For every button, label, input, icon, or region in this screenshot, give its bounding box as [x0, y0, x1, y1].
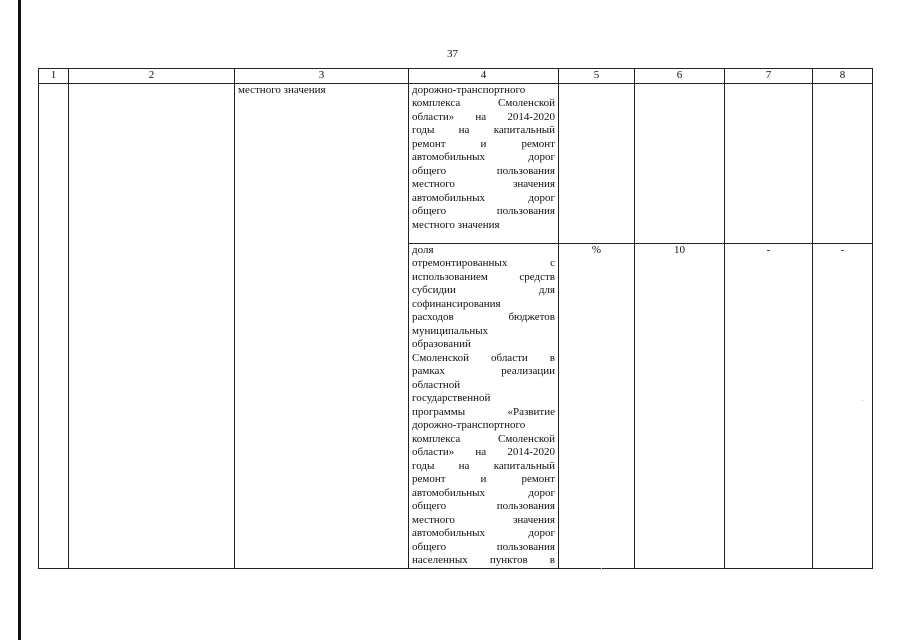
header-col-4: 4: [409, 69, 559, 84]
row1-col3: местного значения: [235, 83, 409, 568]
row2-col4-line: использованием средств: [412, 270, 555, 283]
row1-col2: [69, 83, 235, 568]
row2-col8-value: -: [813, 243, 873, 568]
row1-col4-line: области» на 2014-2020: [412, 110, 555, 123]
row2-col4-line: муниципальных: [412, 324, 489, 337]
row2-col4-line: населенных пунктов в: [412, 554, 555, 566]
row1-col4-line: местного значения: [412, 178, 555, 190]
row1-col8: [813, 83, 873, 243]
row2-col4-line: Смоленской области в: [412, 351, 555, 364]
row1-col4-line: местного значения: [412, 218, 500, 231]
row2-col4-line: программы «Развитие: [412, 405, 555, 418]
indicators-table: [38, 68, 873, 569]
row1-col4-line: дорожно-транспортного: [412, 83, 526, 96]
row1-col4-line: комплекса Смоленской: [412, 97, 555, 109]
row2-col4-line: ремонт и ремонт: [412, 473, 555, 485]
header-col-8: 8: [813, 69, 873, 84]
row2-col4: [409, 243, 559, 568]
row2-col4-line: расходов бюджетов: [412, 311, 555, 323]
row2-col4-line: софинансирования: [412, 297, 501, 310]
header-col-5: 5: [559, 69, 635, 84]
header-col-7: 7: [725, 69, 813, 84]
row1-col4-line: автомобильных дорог: [412, 151, 555, 163]
row2-col4-line: общего пользования: [412, 500, 555, 512]
header-col-6: 6: [635, 69, 725, 84]
row2-col4-line: автомобильных дорог: [412, 527, 555, 539]
row1-col4: [409, 83, 559, 243]
row2-col4-line: образований: [412, 338, 471, 350]
row1-col7: [725, 83, 813, 243]
row2-col4-line: общего пользования: [412, 540, 555, 553]
header-col-3: 3: [235, 69, 409, 84]
scan-edge-line: [18, 0, 21, 640]
row2-col6-value: 10: [635, 243, 725, 568]
row1-col5: [559, 83, 635, 243]
row1-col6: [635, 83, 725, 243]
row2-col7-value: -: [725, 243, 813, 568]
row2-col4-line: рамках реализации: [412, 365, 555, 377]
page-number: 37: [447, 48, 458, 60]
row1-col4-line: ремонт и ремонт: [412, 137, 555, 150]
scan-speck: [862, 400, 863, 401]
row2-col4-line: дорожно-транспортного: [412, 419, 526, 431]
table-row-continuation: [39, 83, 873, 243]
row2-col4-line: годы на капитальный: [412, 459, 555, 472]
header-col-1: 1: [39, 69, 69, 84]
row1-col4-line: годы на капитальный: [412, 124, 555, 136]
row2-col4-line: местного значения: [412, 513, 555, 526]
row2-col4-line: доля: [412, 243, 434, 256]
row2-col4-line: государственной: [412, 392, 491, 404]
row1-col1: [39, 83, 69, 568]
header-row: [39, 69, 873, 84]
row2-col5-unit: %: [559, 243, 635, 568]
row1-col4-line: общего пользования: [412, 205, 555, 217]
row2-col4-line: областной: [412, 378, 461, 391]
row2-col4-line: области» на 2014-2020: [412, 446, 555, 458]
row2-col4-line: субсидии для: [412, 284, 555, 296]
row2-col4-line: автомобильных дорог: [412, 486, 555, 499]
row1-col4-line: общего пользования: [412, 164, 555, 177]
header-col-2: 2: [69, 69, 235, 84]
row2-col4-line: комплекса Смоленской: [412, 432, 555, 445]
row2-col4-line: отремонтированных с: [412, 257, 555, 269]
scan-speck: [601, 568, 602, 569]
row1-col4-line: автомобильных дорог: [412, 191, 555, 204]
